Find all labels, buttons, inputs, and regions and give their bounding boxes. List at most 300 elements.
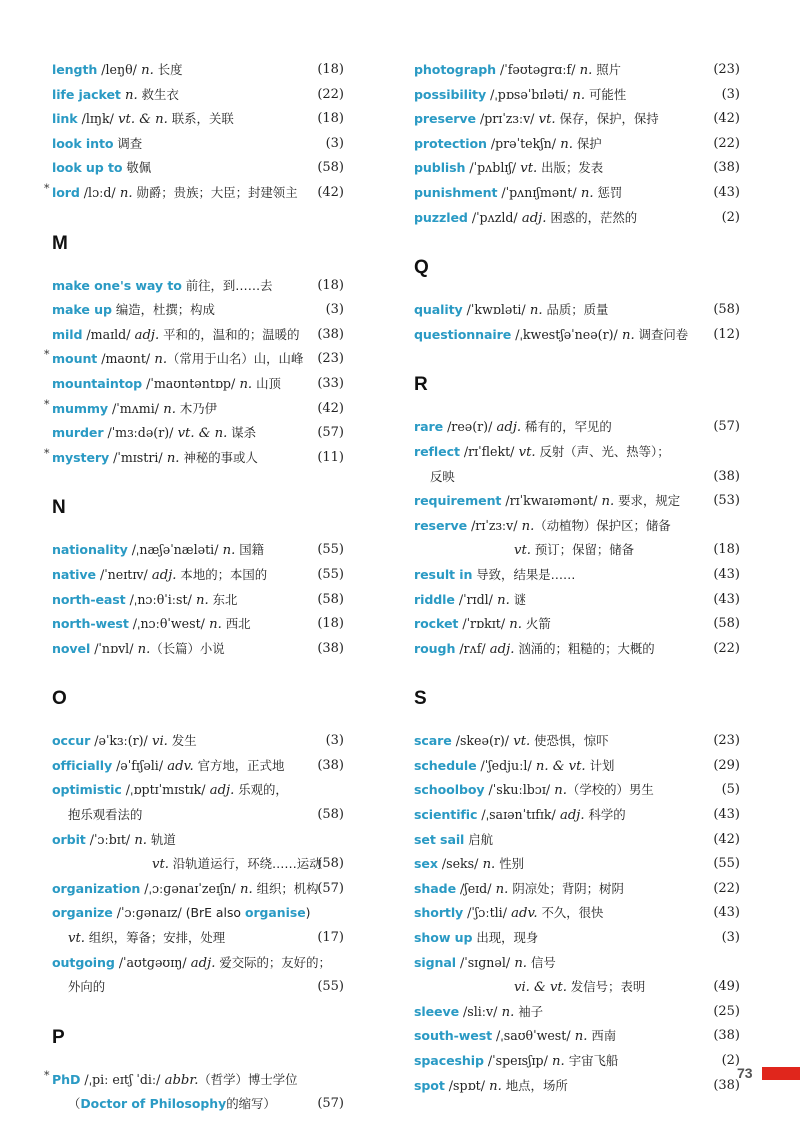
entry-line — [414, 181, 740, 206]
definition: 调查问卷 — [634, 326, 689, 342]
definition: 敬佩 — [122, 160, 152, 176]
headword: orbit — [52, 831, 86, 847]
definition: 谋杀 — [227, 425, 257, 441]
entry-line — [414, 132, 740, 157]
glossary-entry — [414, 298, 740, 323]
phonetic: /rɪˈflekt/ — [459, 443, 515, 459]
glossary-entry — [414, 901, 740, 926]
headword: reflect — [414, 443, 460, 459]
definition: 乐观的， — [234, 782, 288, 798]
page-reference: (17) — [317, 930, 344, 946]
part-of-speech: vt. — [516, 161, 538, 177]
section-heading-gap — [52, 711, 344, 729]
part-of-speech: n. — [492, 592, 510, 608]
page-reference: (43) — [713, 591, 740, 607]
entry-line — [414, 1074, 740, 1099]
part-of-speech: n. — [525, 303, 543, 319]
page-reference: (58) — [317, 591, 344, 607]
definition: （学校的）男生 — [567, 782, 654, 798]
entry-line — [414, 754, 740, 779]
part-of-speech: vi. & vt. — [514, 980, 567, 996]
part-of-speech: n. — [597, 494, 615, 510]
glossary-entry — [414, 588, 740, 613]
definition: （长篇）小说 — [150, 640, 225, 656]
page-reference: (38) — [713, 160, 740, 176]
entry-line — [52, 323, 344, 348]
entry-line — [52, 901, 344, 926]
headword: signal — [414, 954, 457, 970]
page-reference: (57) — [713, 419, 740, 435]
page-reference: (55) — [713, 856, 740, 872]
section-letter-o: O — [52, 688, 67, 710]
part-of-speech: n. — [130, 832, 148, 848]
section-letter-p: P — [52, 1026, 65, 1048]
part-of-speech: n. — [478, 857, 496, 873]
glossary-entry — [414, 181, 740, 206]
headword: make up — [52, 302, 112, 318]
glossary-entry — [414, 852, 740, 877]
section-gap — [52, 470, 344, 496]
headword: reserve — [414, 517, 468, 533]
entry-continuation-line — [414, 975, 740, 1000]
part-of-speech: vt. & n. — [113, 112, 168, 128]
glossary-entry — [44, 1068, 344, 1117]
section-heading-gap — [52, 1050, 344, 1068]
glossary-entry — [52, 828, 344, 877]
part-of-speech: vt. & n. — [173, 426, 228, 442]
glossary-entry — [414, 156, 740, 181]
page-reference: (58) — [317, 807, 344, 823]
glossary-entry — [414, 926, 740, 951]
section-heading-gap — [414, 711, 740, 729]
definition: 阴凉处；背阴；树阴 — [508, 880, 624, 896]
part-of-speech: vi. — [147, 734, 168, 750]
part-of-speech: adj. — [485, 641, 515, 657]
page-reference: (12) — [713, 326, 740, 342]
entry-line — [414, 852, 740, 877]
page-reference: (5) — [721, 782, 740, 798]
part-of-speech: n. — [497, 1004, 515, 1020]
page-number-bar — [762, 1067, 800, 1080]
headword: officially — [52, 757, 113, 773]
definition: 神秘的事或人 — [179, 449, 258, 465]
page-reference: (23) — [713, 62, 740, 77]
definition: 保护 — [572, 135, 602, 151]
glossary-entry — [414, 951, 740, 1000]
phonetic: /ˈɔːbɪt/ — [85, 831, 131, 847]
definition: 发生 — [167, 733, 197, 749]
definition: 的缩写） — [226, 1096, 276, 1112]
headword: mummy — [52, 400, 109, 416]
definition: 反射（声、光、热等）； — [535, 443, 670, 459]
phonetic: /ˈpʌblɪʃ/ — [465, 160, 517, 176]
entry-line — [414, 612, 740, 637]
phonetic: /ˈkwɒləti/ — [462, 302, 526, 318]
entry-line — [52, 132, 344, 157]
part-of-speech: n. — [510, 955, 528, 971]
headword: organization — [52, 880, 141, 896]
definition: 宇宙飞船 — [564, 1053, 619, 1068]
definition: 长度 — [153, 62, 183, 77]
phonetic: /ˈmɪstri/ — [109, 449, 163, 465]
star-marker: * — [44, 1068, 50, 1082]
definition: 国籍 — [235, 542, 265, 558]
page-reference: (18) — [317, 62, 344, 77]
phonetic: /rɪˈzɜːv/ — [467, 517, 518, 533]
part-of-speech: n. — [568, 87, 586, 103]
page-reference: (58) — [713, 302, 740, 318]
glossary-entry — [44, 347, 344, 372]
definition: 品质；质量 — [542, 302, 609, 318]
page-reference: (38) — [713, 468, 740, 484]
glossary-entry — [414, 778, 740, 803]
page-reference: (23) — [317, 351, 344, 367]
headword: shade — [414, 880, 457, 896]
entry-line — [52, 951, 344, 976]
headword: schoolboy — [414, 782, 485, 798]
definition: 西北 — [221, 616, 251, 632]
definition: 抱乐观看法的 — [68, 807, 143, 823]
part-of-speech: n. — [570, 1029, 588, 1045]
definition: 西南 — [587, 1028, 617, 1044]
headword: organize — [52, 905, 113, 921]
phonetic: /spɒt/ — [444, 1077, 485, 1093]
phonetic: /lɪŋk/ — [77, 111, 114, 127]
phonetic: /ˈɔːɡənaɪz/ — [112, 905, 182, 921]
definition: 东北 — [208, 591, 238, 607]
page-reference: (22) — [317, 86, 344, 102]
glossary-entry — [414, 729, 740, 754]
glossary-entry — [414, 83, 740, 108]
part-of-speech: n. — [159, 401, 176, 417]
definition: 组织，筹备；安排，处理 — [84, 930, 226, 946]
page-reference: (43) — [713, 566, 740, 582]
glossary-entry — [414, 514, 740, 563]
phonetic: /ˈʃedjuːl/ — [476, 757, 532, 773]
part-of-speech: n. — [617, 327, 635, 343]
glossary-entry — [52, 372, 344, 397]
definition: 地点，场所 — [501, 1077, 568, 1093]
headword: north-east — [52, 591, 126, 607]
page-reference: (58) — [317, 856, 344, 872]
headword: sleeve — [414, 1003, 460, 1019]
star-marker: * — [44, 181, 50, 195]
page-reference: (42) — [317, 184, 344, 200]
page-reference: (57) — [317, 1096, 344, 1112]
page-reference: (58) — [317, 160, 344, 176]
entry-line — [52, 107, 344, 132]
definition: 发信号；表明 — [566, 979, 646, 995]
glossary-entry — [52, 729, 344, 754]
entry-line — [414, 489, 740, 514]
part-of-speech: n. — [150, 352, 168, 368]
headword: requirement — [414, 493, 502, 509]
section-letter-s: S — [414, 688, 427, 710]
page-number: 73 — [737, 1065, 753, 1081]
headword: questionnaire — [414, 326, 512, 342]
headword: outgoing — [52, 954, 115, 970]
phonetic: /reə(r)/ — [443, 419, 493, 435]
entry-line — [414, 563, 740, 588]
page-reference: (11) — [317, 449, 344, 465]
headword: puzzled — [414, 209, 468, 225]
headword: possibility — [414, 86, 487, 102]
cross-reference: Doctor of Philosophy — [80, 1096, 227, 1112]
part-of-speech: adv. — [506, 906, 538, 922]
glossary-entry — [414, 612, 740, 637]
glossary-entry — [52, 901, 344, 950]
headword: look up to — [52, 160, 123, 176]
headword: north-west — [52, 616, 129, 632]
entry-line — [414, 1049, 740, 1074]
entry-continuation-line — [52, 1092, 344, 1117]
entry-line — [414, 415, 740, 440]
page-reference: (55) — [317, 566, 344, 582]
phonetic: /əˈkɜː(r)/ — [90, 733, 148, 749]
entry-line — [414, 83, 740, 108]
entry-line — [44, 1068, 344, 1093]
page-reference: (57) — [317, 425, 344, 441]
page-reference: (43) — [713, 905, 740, 921]
phonetic: /ˈmaʊntəntɒp/ — [142, 375, 236, 391]
definition: 可能性 — [585, 86, 627, 102]
phonetic: /ˌnɔːθˈwest/ — [128, 616, 205, 632]
cross-reference: organise — [244, 905, 306, 921]
glossary-entry — [414, 415, 740, 440]
headword: shortly — [414, 905, 464, 921]
left-column — [44, 58, 344, 1117]
headword: photograph — [414, 62, 497, 77]
glossary-entry — [52, 754, 344, 779]
definition: 出现，现身 — [472, 930, 539, 946]
entry-line — [52, 372, 344, 397]
entry-continuation-line — [52, 852, 344, 877]
headword: protection — [414, 135, 487, 151]
headword: nationality — [52, 542, 128, 558]
glossary-entry — [414, 803, 740, 828]
page-reference: (3) — [721, 86, 740, 102]
part-of-speech: n. & vt. — [531, 758, 586, 774]
page-reference: (38) — [317, 326, 344, 342]
glossary-entry — [52, 637, 344, 662]
section-heading-gap — [414, 280, 740, 298]
entry-line — [414, 588, 740, 613]
part-of-speech: n. — [162, 450, 180, 466]
part-of-speech: abbr. — [160, 1072, 199, 1088]
phonetic: /ˈʃɔːtli/ — [463, 905, 507, 921]
page-reference: (57) — [317, 880, 344, 896]
definition: 沿轨道运行，环绕……运动 — [168, 856, 322, 872]
headword: scientific — [414, 807, 478, 823]
glossary-entry — [52, 778, 344, 827]
part-of-speech: vt. — [514, 444, 536, 460]
remark-text: (BrE also — [181, 905, 245, 921]
part-of-speech: adj. — [555, 808, 585, 824]
part-of-speech: adj. — [205, 783, 235, 799]
headword: occur — [52, 733, 91, 749]
part-of-speech: vt. — [68, 931, 85, 947]
page-reference: (22) — [713, 640, 740, 656]
part-of-speech: n. — [133, 641, 151, 657]
page-reference: (42) — [713, 111, 740, 127]
entry-line — [52, 421, 344, 446]
page-reference: (43) — [713, 807, 740, 823]
definition: 反映 — [430, 468, 455, 484]
definition: 谜 — [509, 591, 527, 607]
definition: 计划 — [585, 757, 615, 773]
headword: rare — [414, 419, 444, 435]
page-reference: (3) — [721, 930, 740, 946]
section-letter-r: R — [414, 374, 428, 396]
glossary-entry — [52, 421, 344, 446]
glossary-entry — [44, 181, 344, 206]
part-of-speech: n. — [550, 783, 567, 799]
right-column — [414, 58, 740, 1098]
part-of-speech: vt. — [509, 734, 531, 750]
headword: length — [52, 62, 98, 77]
entry-line — [414, 514, 740, 539]
phonetic: /ˌɔːɡənaɪˈzeɪʃn/ — [140, 880, 236, 896]
glossary-entry — [52, 83, 344, 108]
part-of-speech: n. — [204, 617, 222, 633]
page-reference: (2) — [721, 209, 740, 225]
glossary-entry — [414, 206, 740, 231]
glossary-entry — [414, 107, 740, 132]
definition: 外向的 — [68, 979, 106, 995]
page-reference: (3) — [325, 302, 344, 318]
headword: optimistic — [52, 782, 122, 798]
headword: scare — [414, 733, 452, 749]
headword: riddle — [414, 591, 455, 607]
definition: 信号 — [527, 954, 556, 970]
section-heading-gap — [52, 256, 344, 274]
phonetic: /maʊnt/ — [97, 351, 151, 367]
section-heading-gap — [414, 397, 740, 415]
part-of-speech: n. — [191, 592, 209, 608]
entry-line — [414, 828, 740, 853]
entry-line — [52, 637, 344, 662]
phonetic: /ˌɒptɪˈmɪstɪk/ — [121, 782, 206, 798]
page-reference: (33) — [317, 375, 344, 391]
entry-line — [52, 156, 344, 181]
entry-line — [44, 397, 344, 422]
definition: 照片 — [592, 62, 622, 77]
entry-line — [414, 951, 740, 976]
definition: 预订；保留；储备 — [530, 542, 635, 558]
phonetic: /ˈaʊtɡəʊɪŋ/ — [114, 954, 187, 970]
page-reference: (55) — [317, 979, 344, 995]
headword: mountaintop — [52, 375, 143, 391]
part-of-speech: vt. — [534, 112, 556, 128]
section-gap — [52, 661, 344, 687]
definition: 平和的，温和的；温暖的 — [159, 326, 300, 342]
glossary-entry — [52, 132, 344, 157]
entry-line — [414, 803, 740, 828]
page-reference: (38) — [317, 757, 344, 773]
star-marker: * — [44, 348, 50, 362]
phonetic: /prəˈtekʃn/ — [486, 135, 557, 151]
phonetic: /sliːv/ — [459, 1003, 498, 1019]
entry-line — [44, 446, 344, 471]
definition: 前往，到……去 — [181, 277, 273, 293]
glossary-entry — [52, 612, 344, 637]
definition: （哲学）博士学位 — [198, 1071, 298, 1087]
part-of-speech: n. — [547, 1054, 565, 1069]
phonetic: /maɪld/ — [82, 326, 131, 342]
page-reference: (29) — [713, 757, 740, 773]
phonetic: /ˈpʌzld/ — [467, 209, 518, 225]
part-of-speech: adj. — [130, 327, 160, 343]
phonetic: /ˈskuːlbɔɪ/ — [484, 782, 551, 798]
entry-line — [52, 778, 344, 803]
entry-line — [414, 877, 740, 902]
headword: mild — [52, 326, 83, 342]
entry-continuation-line — [414, 465, 740, 490]
phonetic: /əˈfɪʃəli/ — [112, 757, 164, 773]
glossary-entry — [414, 1024, 740, 1049]
entry-continuation-line — [52, 803, 344, 828]
headword: lord — [52, 184, 80, 200]
entry-line — [52, 754, 344, 779]
page-reference: (49) — [713, 979, 740, 995]
part-of-speech: n. — [575, 63, 593, 78]
part-of-speech: n. — [491, 881, 509, 897]
phonetic: /ˈfəʊtəɡrɑːf/ — [496, 62, 576, 77]
entry-continuation-line — [52, 926, 344, 951]
glossary-entry — [414, 1000, 740, 1025]
entry-line — [52, 612, 344, 637]
page-reference: (42) — [317, 400, 344, 416]
headword: show up — [414, 930, 473, 946]
entry-line — [44, 181, 344, 206]
part-of-speech: n. — [120, 87, 138, 103]
page-reference: (58) — [713, 616, 740, 632]
section-gap — [414, 230, 740, 256]
part-of-speech: vt. — [514, 543, 531, 559]
glossary-entry — [52, 156, 344, 181]
page-reference: (38) — [317, 640, 344, 656]
page-reference: (53) — [713, 493, 740, 509]
entry-line — [414, 58, 740, 83]
entry-line — [52, 274, 344, 299]
headword: murder — [52, 425, 104, 441]
headword: rough — [414, 640, 456, 656]
phonetic: /ʃeɪd/ — [456, 880, 492, 896]
definition: 使恐惧，惊吓 — [530, 733, 609, 749]
phonetic: /ˈneɪtɪv/ — [95, 566, 148, 582]
page-reference: (2) — [721, 1053, 740, 1068]
section-gap — [52, 206, 344, 232]
entry-line — [414, 206, 740, 231]
phonetic: /ˌpiː eɪtʃ ˈdiː/ — [80, 1071, 161, 1087]
part-of-speech: adv. — [163, 758, 194, 774]
definition: 性别 — [495, 856, 524, 872]
definition: 惩罚 — [593, 184, 623, 200]
definition: 要求，规定 — [614, 493, 681, 509]
page-reference: (43) — [713, 184, 740, 200]
entry-line — [414, 1000, 740, 1025]
part-of-speech: n. — [115, 185, 133, 201]
part-of-speech: adj. — [492, 420, 522, 436]
headword: novel — [52, 640, 91, 656]
entry-line — [52, 729, 344, 754]
glossary-entry — [414, 754, 740, 779]
glossary-entry — [52, 58, 344, 83]
section-letter-m: M — [52, 232, 68, 254]
section-letter-q: Q — [414, 257, 429, 279]
definition: 山顶 — [252, 375, 281, 391]
glossary-entry — [52, 274, 344, 299]
